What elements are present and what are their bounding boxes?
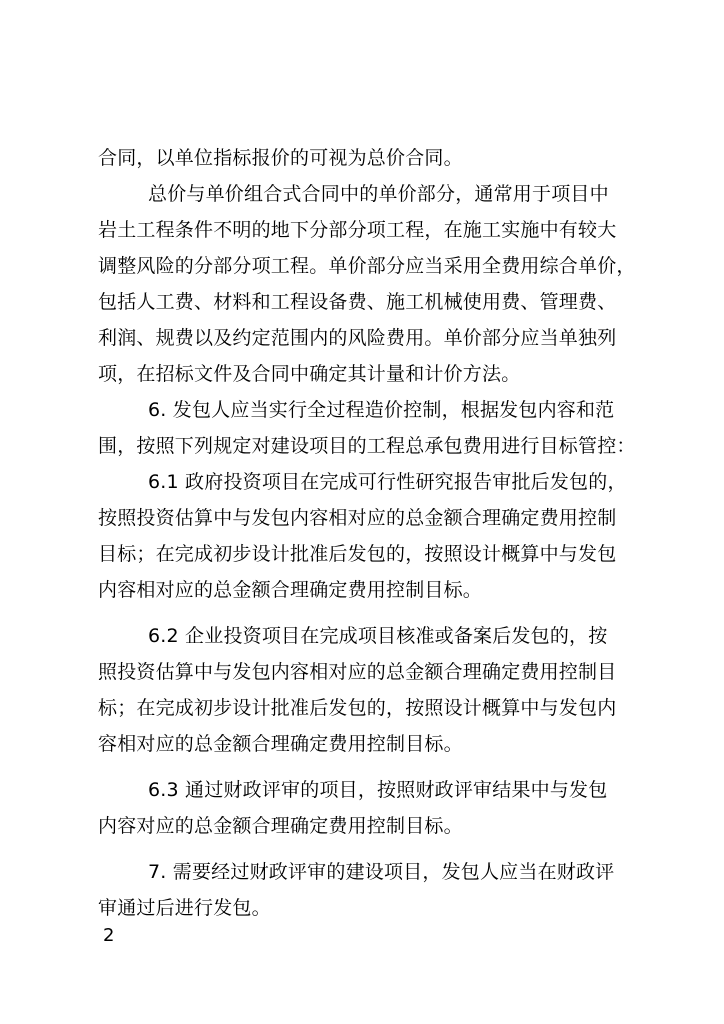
text-line: 围，按照下列规定对建设项目的工程总承包费用进行目标管控：	[98, 435, 636, 457]
text-line: 6.2 企业投资项目在完成项目核准或备案后发包的，按	[148, 625, 608, 647]
text-line: 6. 发包人应当实行全过程造价控制，根据发包内容和范	[148, 399, 615, 421]
text-line: 容相对应的总金额合理确定费用控制目标。	[98, 733, 463, 755]
text-line: 总价与单价组合式合同中的单价部分，通常用于项目中	[148, 183, 609, 205]
page-number: 2	[103, 925, 115, 946]
text-line: 6.3 通过财政评审的项目，按照财政评审结果中与发包	[148, 779, 608, 801]
text-line: 内容相对应的总金额合理确定费用控制目标。	[98, 579, 483, 601]
text-line: 标；在完成初步设计批准后发包的，按照设计概算中与发包内	[98, 697, 617, 719]
text-line: 调整风险的分部分项工程。单价部分应当采用全费用综合单价，	[98, 255, 636, 277]
text-line: 6.1 政府投资项目在完成可行性研究报告审批后发包的，	[148, 471, 627, 493]
text-line: 审通过后进行发包。	[98, 897, 271, 919]
body-text	[98, 140, 638, 926]
text-line: 内容对应的总金额合理确定费用控制目标。	[98, 815, 463, 837]
text-line: 利润、规费以及约定范围内的风险费用。单价部分应当单独列	[98, 327, 617, 349]
text-line: 按照投资估算中与发包内容相对应的总金额合理确定费用控制	[98, 507, 617, 529]
text-line: 照投资估算中与发包内容相对应的总金额合理确定费用控制目	[98, 661, 617, 683]
text-line: 合同，以单位指标报价的可视为总价合同。	[98, 147, 463, 169]
text-line: 包括人工费、材料和工程设备费、施工机械使用费、管理费、	[98, 291, 617, 313]
text-line: 项，在招标文件及合同中确定其计量和计价方法。	[98, 363, 521, 385]
text-line: 目标；在完成初步设计批准后发包的，按照设计概算中与发包	[98, 543, 617, 565]
text-line: 7. 需要经过财政评审的建设项目，发包人应当在财政评	[148, 861, 615, 883]
text-line: 岩土工程条件不明的地下分部分项工程，在施工实施中有较大	[98, 219, 617, 241]
